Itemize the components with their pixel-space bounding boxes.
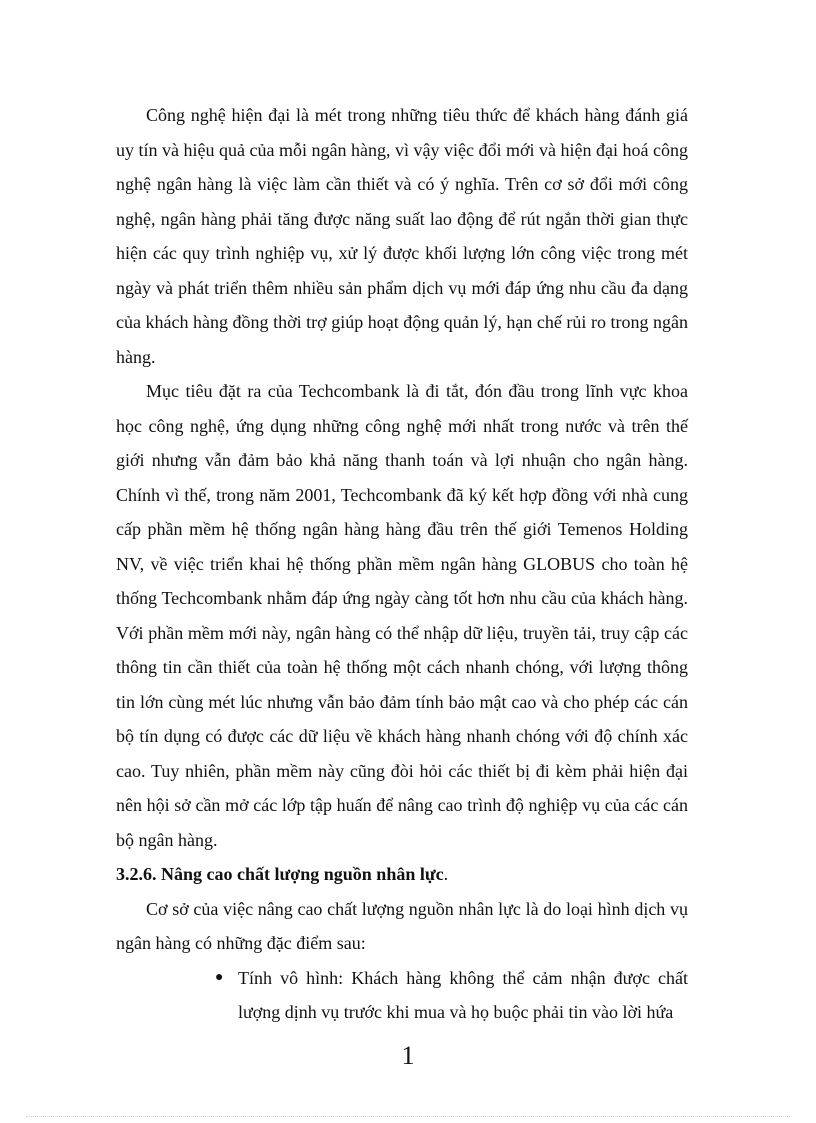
paragraph-technology: Công nghệ hiện đại là mét trong những tiêu thức để khách hàng đánh giá uy tín và hiệu quả của mỗi ngân hàng, vì vậy việc đổi mới và hiện đại hoá công nghệ ngân hàng là việc làm cần thiết và có ý nghĩa. Trên cơ sở đổi mới công nghệ, ngân hàng phải tăng được năng suất lao động để rút ngắn thời gian thực hiện các quy trình nghiệp vụ, xử lý được khối lượng lớn công việc trong mét ngày và phát triển thêm nhiều sản phẩm dịch vụ mới đáp ứng nhu cầu đa dạng của khách hàng đồng thời trợ giúp hoạt động quản lý, hạn chế rủi ro trong ngân hàng.	[116, 105, 688, 367]
bullet-list	[116, 961, 688, 1030]
footer-divider	[26, 1116, 790, 1117]
bullet-icon: ●	[215, 969, 224, 985]
section-intro: Cơ sở của việc nâng cao chất lượng nguồn nhân lực là do loại hình dịch vụ ngân hàng có những đặc điểm sau:	[116, 898, 688, 953]
page-number: 1	[401, 1041, 415, 1070]
paragraph-techcombank-goal: Mục tiêu đặt ra của Techcombank là đi tắt, đón đầu trong lĩnh vực khoa học công nghệ, ứng dụng những công nghệ mới nhất trong nước và trên thế giới nhưng vẫn đảm bảo khả năng thanh toán và lợi nhuận cho ngân hàng. Chính vì thế, trong năm 2001, Techcombank đã ký kết hợp đồng với nhà cung cấp phần mềm hệ thống ngân hàng hàng đầu trên thế giới Temenos Holding NV, về việc triển khai hệ thống phần mềm ngân hàng GLOBUS cho toàn hệ thống Techcombank nhằm đáp ứng ngày càng tốt hơn nhu cầu của khách hàng. Với phần mềm mới này, ngân hàng có thể nhập dữ liệu, truyền tải, truy cập các thông tin cần thiết của toàn hệ thống một cách nhanh chóng, với lượng thông tin lớn cùng mét lúc nhưng vẫn bảo đảm tính bảo mật cao và cho phép các cán bộ tín dụng có được các dữ liệu về khách hàng nhanh chóng với độ chính xác cao. Tuy nhiên, phần mềm này cũng đòi hỏi các thiết bị đi kèm phải hiện đại nên hội sở cần mở các lớp tập huấn để nâng cao trình độ nghiệp vụ của các cán bộ ngân hàng.	[116, 381, 688, 850]
section-heading-text: 3.2.6. Nâng cao chất lượng nguồn nhân lực	[116, 864, 444, 884]
section-heading-suffix: .	[443, 864, 449, 884]
list-item	[215, 961, 688, 1030]
document-body	[116, 98, 688, 1030]
section-heading	[116, 857, 688, 892]
list-item-text: Tính vô hình: Khách hàng không thể cảm nhận được chất lượng dịnh vụ trước khi mua và họ buộc phải tin vào lời hứa	[238, 967, 688, 1022]
